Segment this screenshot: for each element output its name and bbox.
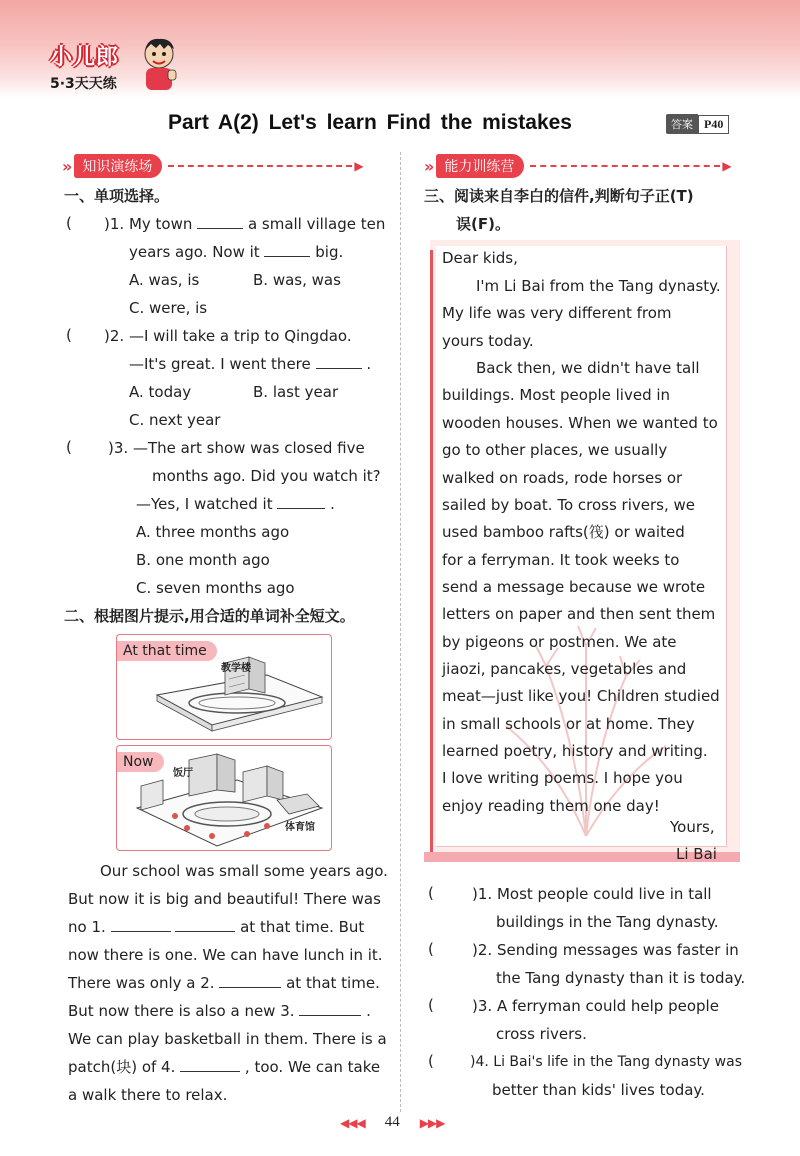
passage-text: no 1. bbox=[68, 918, 106, 936]
question-2 bbox=[104, 326, 352, 346]
letter-line: send a message because we wrote bbox=[442, 578, 706, 596]
answer-label: 答案 bbox=[666, 114, 698, 134]
page-footer bbox=[340, 1114, 444, 1131]
building-label: 教学楼 bbox=[221, 663, 251, 674]
question-number: )2. bbox=[472, 941, 493, 959]
picture-then bbox=[116, 634, 332, 740]
question-text: years ago. Now it bbox=[129, 243, 260, 261]
answer-paren[interactable]: ( bbox=[428, 996, 434, 1014]
part3-heading-cont: 误(F)。 bbox=[456, 215, 510, 233]
answer-blank[interactable] bbox=[316, 354, 362, 369]
question-number: )3. bbox=[108, 439, 129, 457]
letter-line: buildings. Most people lived in bbox=[442, 386, 671, 404]
answer-paren[interactable]: ( bbox=[66, 438, 72, 456]
question-text: A ferryman could help people bbox=[496, 997, 719, 1015]
brand-subtitle: 5·3天天练 bbox=[50, 76, 117, 92]
letter-line: meat—just like you! Children studied bbox=[442, 687, 720, 705]
option-a: A. three months ago bbox=[136, 523, 290, 541]
letter-line: jiaozi, pancakes, vegetables and bbox=[442, 660, 687, 678]
arrow-right-icon: ▶ bbox=[722, 159, 732, 173]
passage-text: . bbox=[366, 1002, 371, 1020]
letter-line: I'm Li Bai from the Tang dynasty. bbox=[476, 277, 721, 295]
part1-heading: 一、单项选择。 bbox=[64, 187, 170, 205]
section-dashline bbox=[168, 165, 352, 167]
tf-question-3-line2: cross rivers. bbox=[496, 1025, 587, 1043]
passage-line: We can play basketball in them. There is a bbox=[68, 1030, 387, 1048]
question-3 bbox=[108, 438, 365, 458]
triple-arrow-right-icon: ▶▶▶ bbox=[419, 1115, 445, 1130]
question-3-line2: months ago. Did you watch it? bbox=[152, 467, 381, 485]
section-label: 能力训练营 bbox=[436, 154, 524, 178]
answer-blank[interactable] bbox=[299, 1001, 361, 1016]
passage-line: a walk there to relax. bbox=[68, 1086, 228, 1104]
letter-line: used bamboo rafts(筏) or waited bbox=[442, 523, 685, 541]
question-text: —The art show was closed five bbox=[132, 439, 365, 457]
picture-label: Now bbox=[117, 752, 164, 772]
letter-line: enjoy reading them one day! bbox=[442, 797, 660, 815]
tf-question-4 bbox=[470, 1052, 742, 1072]
letter-margin-line bbox=[430, 250, 433, 860]
chevron-right-icon: » bbox=[62, 156, 73, 176]
arrow-right-icon: ▶ bbox=[354, 159, 364, 173]
question-text: . bbox=[366, 355, 372, 373]
option-a: A. was, is bbox=[129, 271, 200, 289]
passage-line: Our school was small some years ago. bbox=[100, 862, 388, 880]
question-text: Sending messages was faster in bbox=[496, 941, 739, 959]
brand-name: 小儿郎 bbox=[50, 45, 120, 70]
letter-line: yours today. bbox=[442, 332, 534, 350]
letter-line: in small schools or at home. They bbox=[442, 715, 695, 733]
page-title: Part A(2) Let's learn Find the mistakes bbox=[168, 111, 572, 134]
page-number: 44 bbox=[384, 1114, 400, 1130]
letter-line: go to other places, we usually bbox=[442, 441, 668, 459]
question-text: My town bbox=[128, 215, 193, 233]
passage-line: But now it is big and beautiful! There was bbox=[68, 890, 381, 908]
answer-paren[interactable]: ( bbox=[66, 214, 72, 232]
section-dashline bbox=[530, 165, 720, 167]
passage-line bbox=[68, 1001, 371, 1021]
answer-blank[interactable] bbox=[111, 917, 171, 932]
question-text: Li Bai's life in the Tang dynasty was bbox=[493, 1054, 742, 1070]
letter-line: learned poetry, history and writing. bbox=[442, 742, 708, 760]
question-text: —Yes, I watched it bbox=[136, 495, 273, 513]
question-number: )1. bbox=[472, 885, 493, 903]
option-b: B. one month ago bbox=[136, 551, 270, 569]
answer-paren[interactable]: ( bbox=[428, 940, 434, 958]
question-text: Most people could live in tall bbox=[496, 885, 712, 903]
answer-paren[interactable]: ( bbox=[428, 1052, 434, 1070]
mascot-icon bbox=[138, 36, 180, 94]
letter-line: letters on paper and then sent them bbox=[442, 605, 716, 623]
picture-label: At that time bbox=[117, 641, 217, 661]
question-number: )2. bbox=[104, 327, 125, 345]
letter-greeting: Dear kids, bbox=[442, 249, 518, 267]
option-b: B. last year bbox=[253, 383, 339, 401]
answer-reference bbox=[666, 114, 729, 134]
question-number: )1. bbox=[104, 215, 125, 233]
answer-blank[interactable] bbox=[180, 1057, 240, 1072]
passage-line bbox=[68, 1057, 380, 1077]
header-band bbox=[0, 0, 800, 98]
question-3-line3 bbox=[136, 494, 335, 514]
letter-closing: Yours, bbox=[670, 818, 715, 836]
letter-line: Back then, we didn't have tall bbox=[476, 359, 700, 377]
option-a: A. today bbox=[129, 383, 192, 401]
part3-heading: 三、阅读来自李白的信件,判断句子正(T) bbox=[424, 187, 694, 205]
section-header-left bbox=[62, 154, 364, 178]
passage-line bbox=[68, 973, 380, 993]
tf-question-1 bbox=[472, 884, 712, 904]
question-1-line2 bbox=[129, 242, 343, 262]
letter-line: for a ferryman. It took weeks to bbox=[442, 551, 680, 569]
passage-line: now there is one. We can have lunch in it. bbox=[68, 946, 383, 964]
passage-text: at that time. bbox=[286, 974, 380, 992]
brand-logo bbox=[50, 40, 119, 93]
letter-signature: Li Bai bbox=[676, 845, 717, 863]
question-1 bbox=[104, 214, 385, 234]
tf-question-4-line2: better than kids' lives today. bbox=[492, 1081, 705, 1099]
option-c: C. next year bbox=[129, 411, 221, 429]
question-text: —It's great. I went there bbox=[129, 355, 311, 373]
triple-arrow-left-icon: ◀◀◀ bbox=[340, 1115, 365, 1130]
question-2-line2 bbox=[129, 354, 371, 374]
tf-question-1-line2: buildings in the Tang dynasty. bbox=[496, 913, 719, 931]
passage-line bbox=[68, 917, 364, 937]
question-text: —I will take a trip to Qingdao. bbox=[128, 327, 352, 345]
passage-text: , too. We can take bbox=[244, 1058, 381, 1076]
letter-line: walked on roads, rode horses or bbox=[442, 469, 683, 487]
section-header-right bbox=[424, 154, 732, 178]
passage-text: patch(块) of 4. bbox=[68, 1058, 176, 1076]
option-c: C. were, is bbox=[129, 299, 208, 317]
picture-now bbox=[116, 745, 332, 851]
passage-text: There was only a 2. bbox=[68, 974, 215, 992]
answer-blank[interactable] bbox=[175, 917, 235, 932]
question-number: )4. bbox=[470, 1054, 489, 1070]
answer-blank[interactable] bbox=[277, 494, 325, 509]
letter-line: I love writing poems. I hope you bbox=[442, 769, 683, 787]
letter-line: wooden houses. When we wanted to bbox=[442, 414, 718, 432]
building-label: 饭厅 bbox=[173, 768, 193, 779]
passage-text: But now there is also a new 3. bbox=[68, 1002, 295, 1020]
building-label: 体育馆 bbox=[285, 822, 315, 833]
answer-page: P40 bbox=[698, 115, 729, 134]
question-text: big. bbox=[315, 243, 344, 261]
answer-blank[interactable] bbox=[264, 242, 310, 257]
column-divider bbox=[400, 152, 401, 1112]
tf-question-2 bbox=[472, 940, 739, 960]
letter-line: sailed by boat. To cross rivers, we bbox=[442, 496, 696, 514]
letter-line: by pigeons or postmen. We ate bbox=[442, 633, 677, 651]
tf-question-2-line2: the Tang dynasty than it is today. bbox=[496, 969, 746, 987]
part2-heading: 二、根据图片提示,用合适的单词补全短文。 bbox=[64, 607, 355, 625]
answer-paren[interactable]: ( bbox=[66, 326, 72, 344]
letter-line: My life was very different from bbox=[442, 304, 672, 322]
answer-blank[interactable] bbox=[197, 214, 243, 229]
question-text: . bbox=[330, 495, 335, 513]
tf-question-3 bbox=[472, 996, 719, 1016]
chevron-right-icon: » bbox=[424, 156, 435, 176]
option-c: C. seven months ago bbox=[136, 579, 295, 597]
passage-text: at that time. But bbox=[240, 918, 365, 936]
answer-paren[interactable]: ( bbox=[428, 884, 434, 902]
answer-blank[interactable] bbox=[219, 973, 281, 988]
section-label: 知识演练场 bbox=[74, 154, 162, 178]
option-b: B. was, was bbox=[253, 271, 341, 289]
question-number: )3. bbox=[472, 997, 493, 1015]
question-text: a small village ten bbox=[247, 215, 386, 233]
